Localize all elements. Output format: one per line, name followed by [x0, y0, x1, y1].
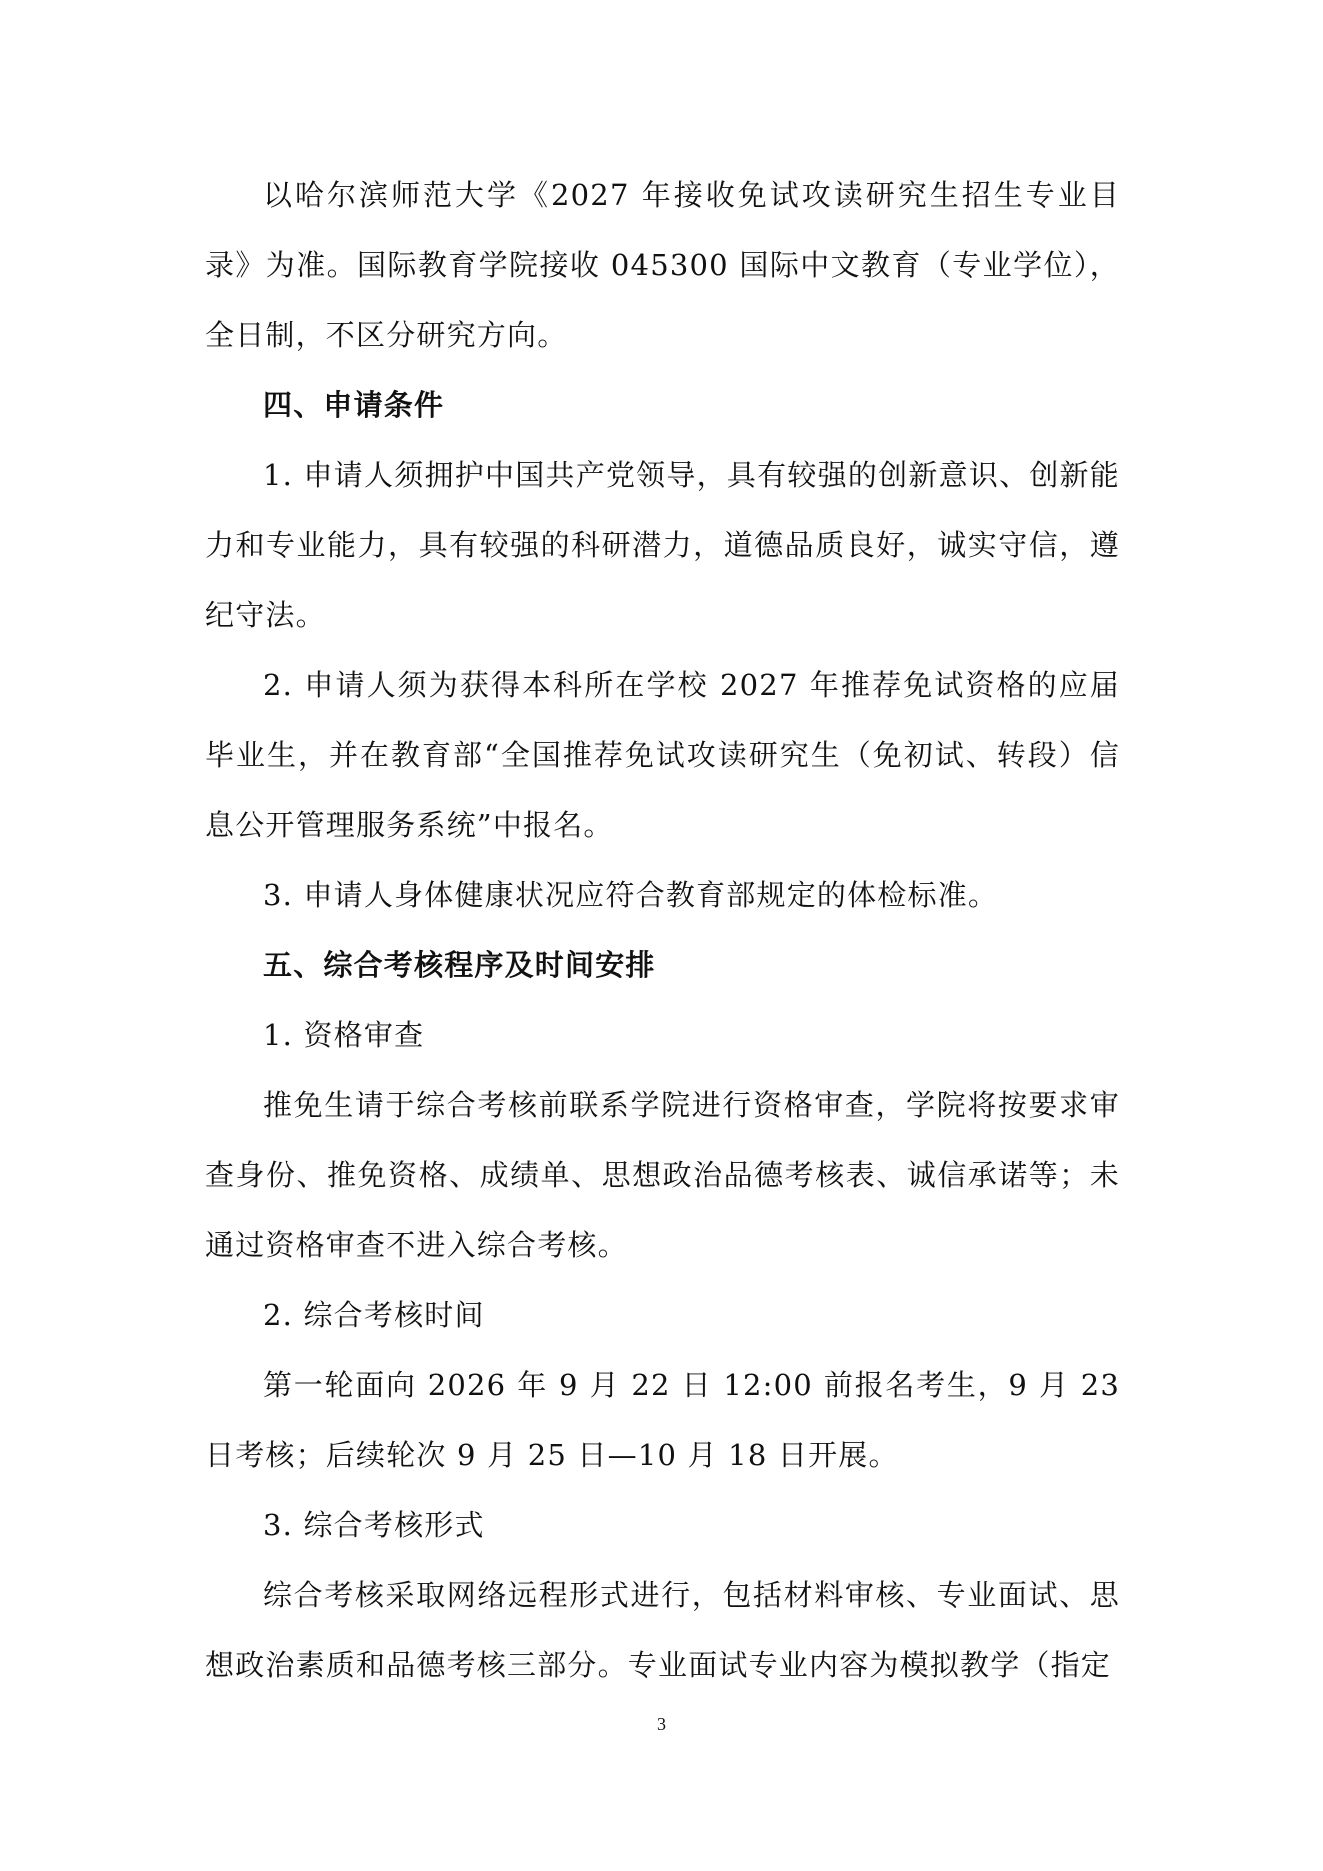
section-heading-assessment-procedure: 五、综合考核程序及时间安排 [263, 948, 656, 982]
document-body [205, 160, 1120, 1700]
paragraph-assessment-time: 第一轮面向 2026 年 9 月 22 日 12:00 前报名考生，9 月 23 日考核；后续轮次 9 月 25 日—10 月 18 日开展。 [205, 1368, 1120, 1472]
paragraph-condition-3: 3. 申请人身体健康状况应符合教育部规定的体检标准。 [263, 878, 999, 912]
subheading-assessment-format: 3. 综合考核形式 [263, 1508, 485, 1542]
paragraph-assessment-format: 综合考核采取网络远程形式进行，包括材料审核、专业面试、思想政治素质和品德考核三部分。专业面试专业内容为模拟教学（指定 [205, 1578, 1120, 1682]
section-heading-application-conditions: 四、申请条件 [263, 388, 445, 422]
paragraph-condition-1: 1. 申请人须拥护中国共产党领导，具有较强的创新意识、创新能力和专业能力，具有较强的科研潜力，道德品质良好，诚实守信，遵纪守法。 [205, 458, 1120, 632]
paragraph-qualification-review: 推免生请于综合考核前联系学院进行资格审查，学院将按要求审查身份、推免资格、成绩单、思想政治品德考核表、诚信承诺等；未通过资格审查不进入综合考核。 [205, 1088, 1120, 1262]
page-number: 3 [657, 1714, 666, 1734]
subheading-qualification-review: 1. 资格审查 [263, 1018, 425, 1052]
paragraph-major-catalog: 以哈尔滨师范大学《2027 年接收免试攻读研究生招生专业目录》为准。国际教育学院接收 045300 国际中文教育（专业学位），全日制，不区分研究方向。 [205, 178, 1120, 352]
paragraph-condition-2: 2. 申请人须为获得本科所在学校 2027 年推荐免试资格的应届毕业生，并在教育部“全国推荐免试攻读研究生（免初试、转段）信息公开管理服务系统”中报名。 [205, 668, 1120, 842]
subheading-assessment-time: 2. 综合考核时间 [263, 1298, 485, 1332]
